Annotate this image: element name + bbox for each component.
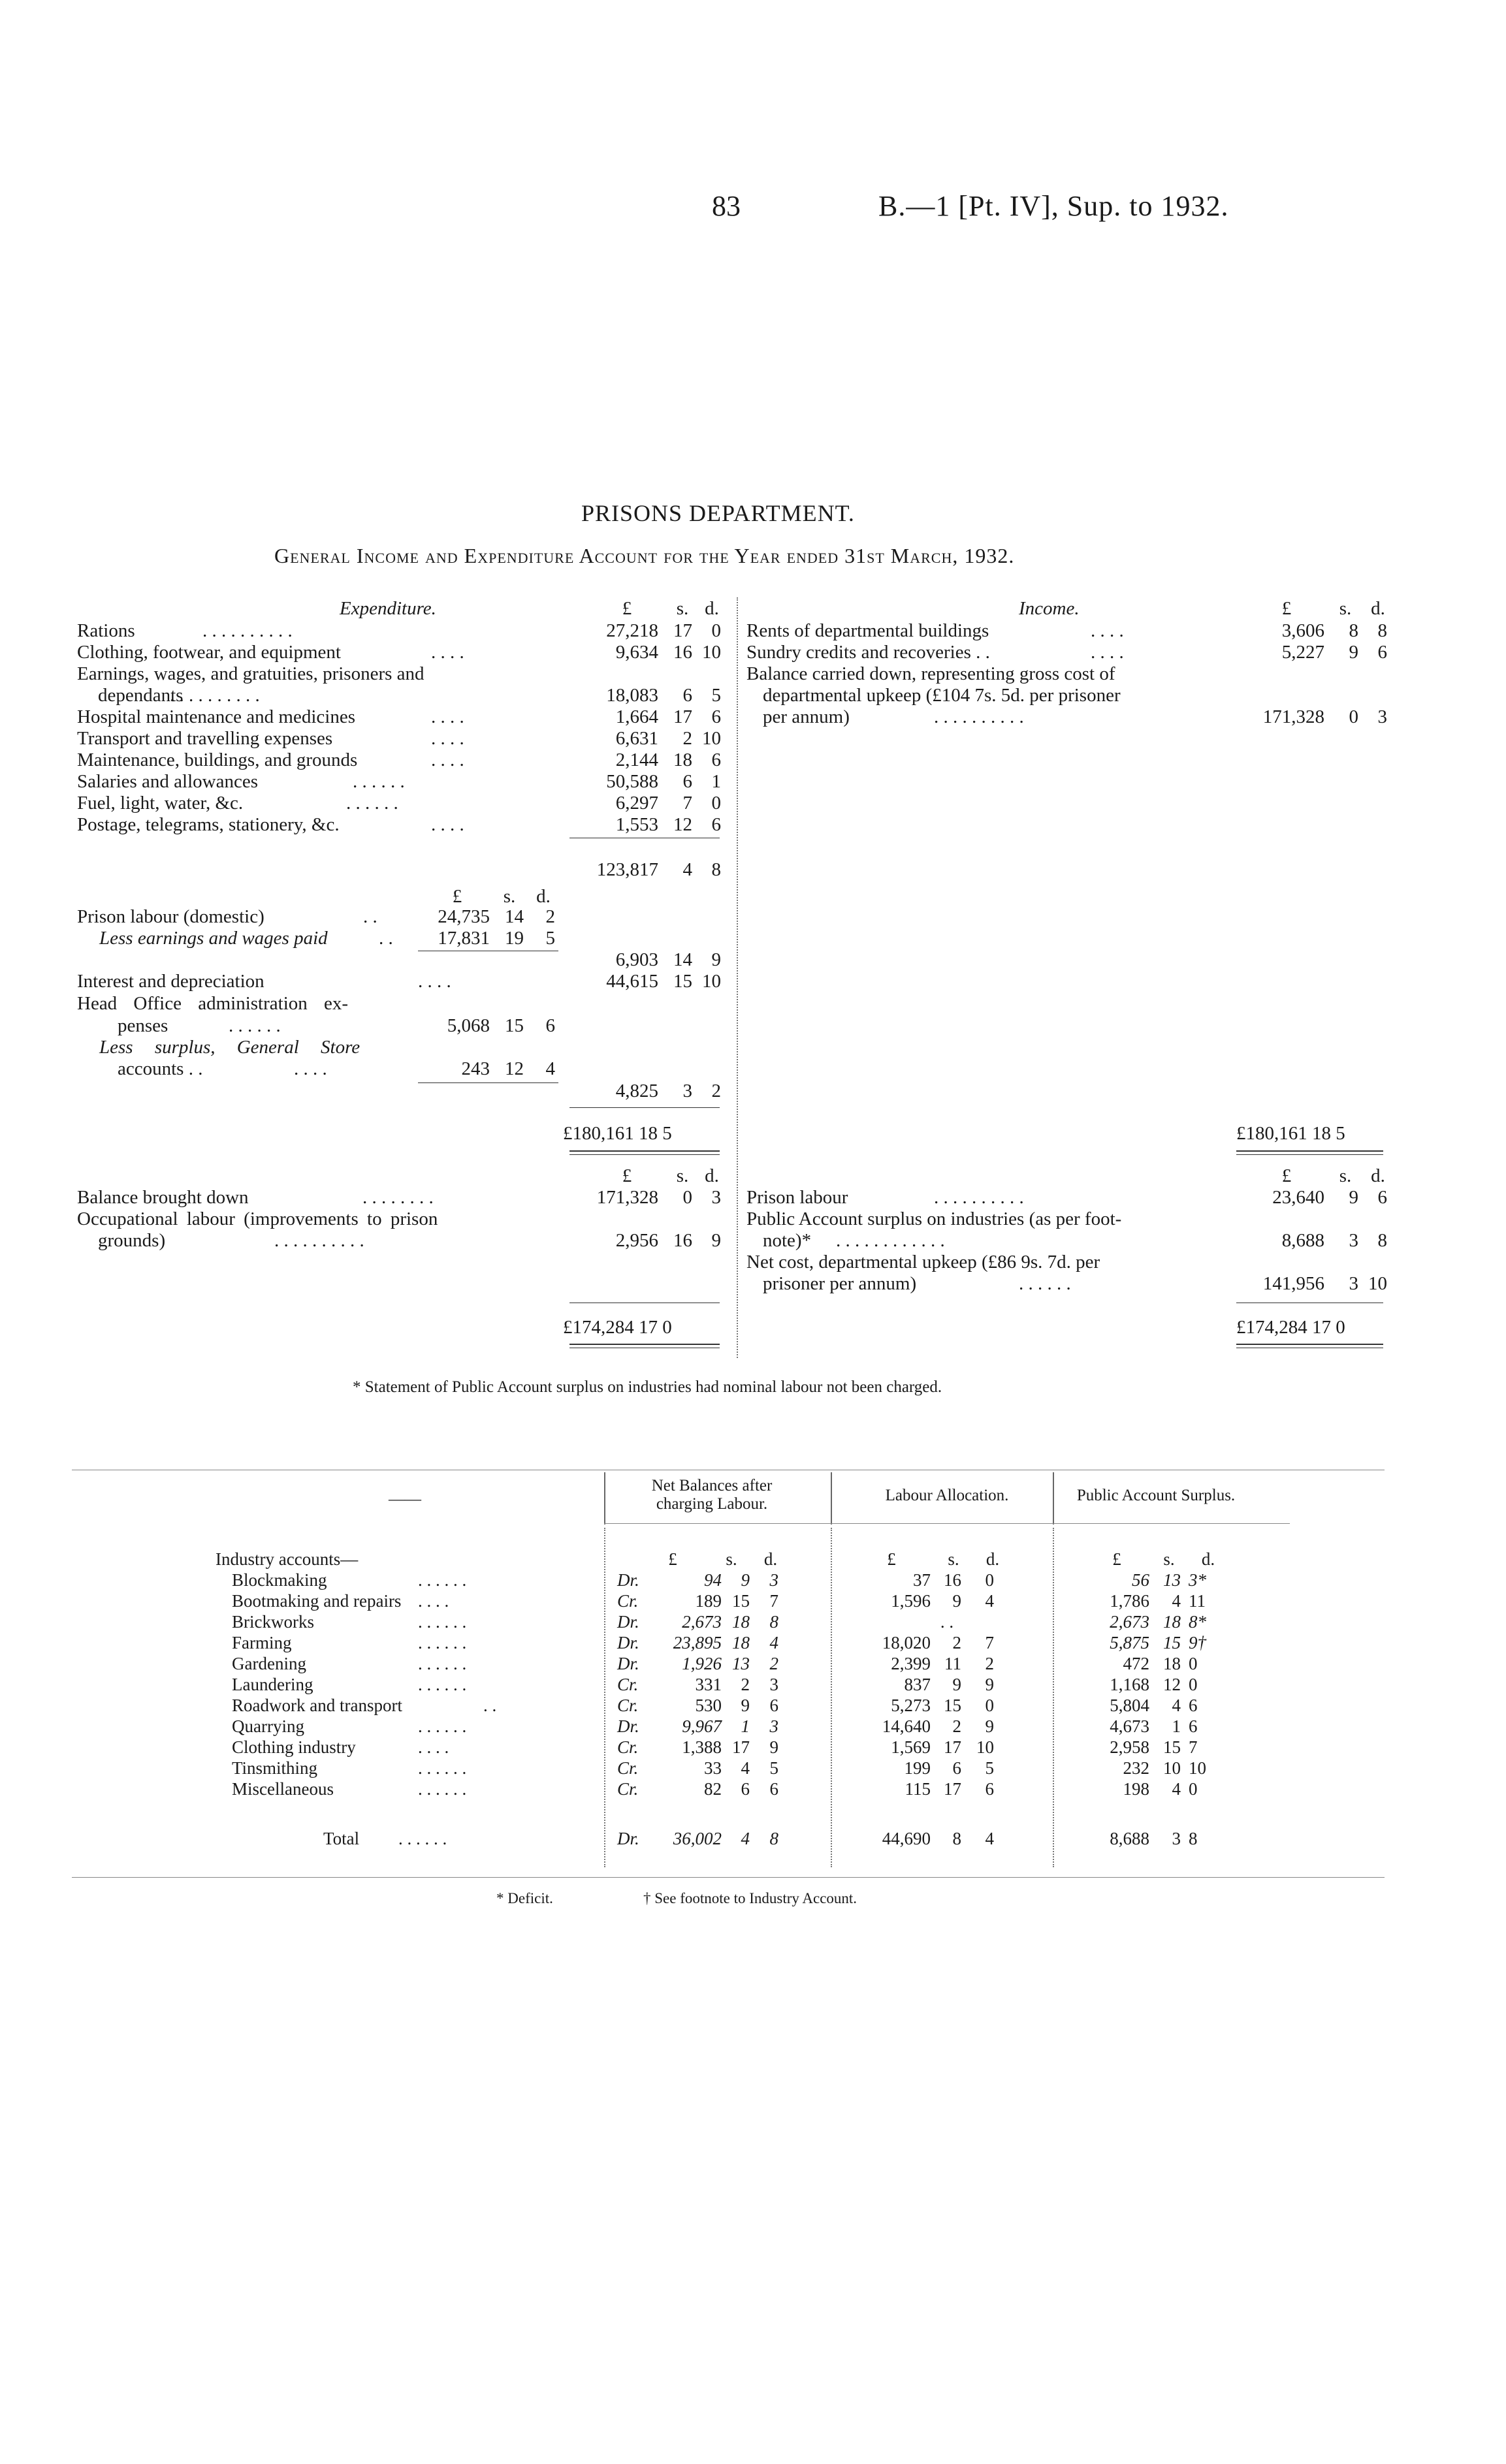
second-right-total-rule bbox=[1236, 1344, 1383, 1345]
surplus-pence: 3* bbox=[1189, 1570, 1206, 1590]
net-pounds: 331 bbox=[695, 1675, 722, 1694]
net-pence: 6 bbox=[769, 1696, 778, 1715]
industry-row bbox=[0, 1632, 1404, 1653]
amount-shillings: 9 bbox=[1349, 642, 1358, 663]
head-office-row-1: Head Office administration ex- bbox=[77, 993, 349, 1014]
amount-shillings: 18 bbox=[673, 750, 692, 770]
net-pence: 3 bbox=[769, 1716, 778, 1736]
net-pounds: 82 bbox=[704, 1779, 722, 1799]
leader-dots: . . . . . . bbox=[418, 1570, 467, 1590]
credit-debit-marker: Cr. bbox=[617, 1696, 639, 1715]
leader-dots: . . . . . . bbox=[418, 1716, 467, 1736]
expenditure-label: Transport and travelling expenses bbox=[77, 728, 333, 749]
amount-pounds: 2,144 bbox=[615, 750, 658, 770]
net-pounds: 36,002 bbox=[673, 1829, 722, 1848]
leader-dots: . . . . bbox=[418, 1737, 449, 1757]
labour-pence: 0 bbox=[985, 1570, 994, 1590]
document-reference: B.—1 [Pt. IV], Sup. to 1932. bbox=[878, 190, 1229, 222]
net-cost-row-1: Net cost, departmental upkeep (£86 9s. 7d. per bbox=[746, 1252, 1100, 1272]
amount-pounds: 9,634 bbox=[615, 642, 658, 663]
income-unit: s. bbox=[1339, 598, 1352, 619]
labour-pence: 9 bbox=[985, 1716, 994, 1736]
industry-label: Miscellaneous bbox=[232, 1779, 334, 1799]
labour-shillings: 8 bbox=[952, 1829, 961, 1848]
net-pence: 8 bbox=[769, 1829, 778, 1848]
net-shillings: 13 bbox=[732, 1654, 750, 1673]
amount-shillings: 17 bbox=[673, 706, 692, 727]
credit-debit-marker: Dr. bbox=[617, 1654, 639, 1673]
industry-row bbox=[0, 1653, 1404, 1674]
leader-dots: . . . . . . bbox=[418, 1779, 467, 1799]
surplus-pence: 8 bbox=[1189, 1829, 1198, 1848]
industry-row bbox=[0, 1716, 1404, 1737]
net-pounds: 1,926 bbox=[682, 1654, 722, 1673]
leader-dots: . . . . . . . . . . bbox=[170, 685, 260, 706]
income-row bbox=[0, 620, 1404, 642]
amount-shillings: 2 bbox=[682, 728, 692, 749]
table-vline-3 bbox=[1053, 1472, 1054, 1524]
industry-table-bottom-rule bbox=[72, 1877, 1385, 1878]
amount-shillings: 8 bbox=[1349, 620, 1358, 641]
net-pence: 2 bbox=[769, 1654, 778, 1673]
credit-debit-marker: Dr. bbox=[617, 1829, 639, 1848]
expenditure-label: Maintenance, buildings, and grounds bbox=[77, 750, 358, 770]
expenditure-label: Earnings, wages, and gratuities, prisoners and bbox=[77, 663, 425, 684]
amount-shillings: 7 bbox=[682, 793, 692, 813]
industry-label: Brickworks bbox=[232, 1612, 314, 1632]
prison-labour-domestic-row: Prison labour (domestic) . . 24,735 14 2 bbox=[77, 906, 555, 927]
expenditure-unit: d. bbox=[705, 598, 719, 619]
net-shillings: 4 bbox=[741, 1758, 750, 1778]
amount-pence: 6 bbox=[711, 814, 721, 835]
second-left-total-rule bbox=[569, 1344, 720, 1345]
amount-shillings: 16 bbox=[673, 642, 692, 663]
net-shillings: 18 bbox=[732, 1633, 750, 1652]
leader-dots: . . . . bbox=[418, 1591, 449, 1611]
labour-shillings: 6 bbox=[952, 1758, 961, 1778]
labour-pounds: 44,690 bbox=[882, 1829, 931, 1848]
industry-label: Farming bbox=[232, 1633, 292, 1652]
table-vline-1 bbox=[604, 1472, 605, 1524]
leader-dots: . . . . . . bbox=[418, 1758, 467, 1778]
balance-carried-row-2: departmental upkeep (£104 7s. 5d. per prisoner bbox=[763, 685, 1121, 706]
labour-allocation-header: Labour Allocation. bbox=[885, 1487, 1009, 1504]
net-cost-row-2: prisoner per annum) . . . . . . 141,956 3 10 bbox=[763, 1273, 1387, 1294]
expenditure-unit: s. bbox=[676, 598, 689, 619]
leader-dots: . . . . bbox=[1091, 642, 1124, 663]
amount-pence: 1 bbox=[711, 771, 721, 792]
surplus-pounds: 472 bbox=[1123, 1654, 1149, 1673]
surplus-pence: 11 bbox=[1189, 1591, 1206, 1611]
amount-pence: 6 bbox=[711, 706, 721, 727]
total-rule-top bbox=[569, 1107, 720, 1108]
total-rule-bottom-2 bbox=[569, 1154, 720, 1155]
net-shillings: 9 bbox=[741, 1696, 750, 1715]
industry-row bbox=[0, 1695, 1404, 1716]
net-pence: 4 bbox=[769, 1633, 778, 1652]
industry-total-row bbox=[0, 1828, 1404, 1849]
industry-row bbox=[0, 1674, 1404, 1695]
labour-pounds: 2,399 bbox=[891, 1654, 931, 1673]
net-pounds: 94 bbox=[704, 1570, 722, 1590]
net-pence: 3 bbox=[769, 1675, 778, 1694]
leader-dots: . . . . . . bbox=[346, 793, 398, 813]
labour-pounds: 199 bbox=[904, 1758, 931, 1778]
less-surplus-row-1: Less surplus, General Store bbox=[99, 1037, 360, 1058]
labour-shillings: 16 bbox=[944, 1570, 961, 1590]
income-heading: Income. bbox=[1019, 598, 1080, 619]
surplus-pounds: 4,673 bbox=[1110, 1716, 1149, 1736]
industry-label: Quarrying bbox=[232, 1716, 304, 1736]
expenditure-row bbox=[0, 814, 738, 836]
net-shillings: 4 bbox=[741, 1829, 750, 1848]
inner-column-units: £ s. d. bbox=[452, 886, 551, 907]
labour-pence: 6 bbox=[985, 1779, 994, 1799]
leader-dots: . . . . . . bbox=[418, 1612, 467, 1632]
expenditure-label: Fuel, light, water, &c. bbox=[77, 793, 244, 813]
labour-pence: 10 bbox=[976, 1737, 994, 1757]
expenditure-total: £180,161 18 5 bbox=[563, 1123, 672, 1144]
amount-pounds: 18,083 bbox=[606, 685, 658, 706]
footnote-statement: * Statement of Public Account surplus on industries had nominal labour not been charged. bbox=[353, 1378, 942, 1396]
labour-pounds: 18,020 bbox=[882, 1633, 931, 1652]
leader-dots: . . bbox=[483, 1696, 497, 1715]
account-subtitle: General Income and Expenditure Account for the Year ended 31st March, 1932. bbox=[274, 544, 1015, 567]
labour-pounds: 37 bbox=[913, 1570, 931, 1590]
industry-row bbox=[0, 1611, 1404, 1632]
leader-dots: . . . . bbox=[1091, 620, 1124, 641]
net-shillings: 2 bbox=[741, 1675, 750, 1694]
net-shillings: 18 bbox=[732, 1612, 750, 1632]
labour-shillings: 15 bbox=[944, 1696, 961, 1715]
labour-pounds: 5,273 bbox=[891, 1696, 931, 1715]
expenditure-unit: £ bbox=[622, 598, 632, 619]
labour-pounds: 1,569 bbox=[891, 1737, 931, 1757]
credit-debit-marker: Dr. bbox=[617, 1633, 639, 1652]
industry-label: Gardening bbox=[232, 1654, 306, 1673]
expenditure-row bbox=[0, 793, 738, 814]
labour-shillings: 2 bbox=[952, 1716, 961, 1736]
net-pounds: 189 bbox=[695, 1591, 722, 1611]
surplus-pence: 8* bbox=[1189, 1612, 1206, 1632]
public-account-row-2: note)* . . . . . . . . . . . . 8,688 3 8 bbox=[763, 1230, 1387, 1251]
net-shillings: 15 bbox=[732, 1591, 750, 1611]
occupational-row-2: grounds) . . . . . . . . . . 2,956 16 9 bbox=[98, 1230, 721, 1251]
surplus-pounds: 5,875 bbox=[1110, 1633, 1149, 1652]
leader-dots: . . . . bbox=[431, 750, 464, 770]
labour-net-row: 6,903 14 9 bbox=[615, 949, 721, 970]
surplus-shillings: 13 bbox=[1163, 1570, 1181, 1590]
surplus-pounds: 1,786 bbox=[1110, 1591, 1149, 1611]
expenditure-label: Salaries and allowances bbox=[77, 771, 259, 792]
surplus-shillings: 1 bbox=[1172, 1716, 1181, 1736]
labour-pounds: 1,596 bbox=[891, 1591, 931, 1611]
surplus-pounds: 8,688 bbox=[1110, 1829, 1149, 1848]
balance-brought-down-row: Balance brought down . . . . . . . . 171,328 0 3 bbox=[77, 1187, 721, 1208]
labour-pence: 2 bbox=[985, 1654, 994, 1673]
expenditure-subtotal: 123,817 4 8 bbox=[596, 859, 721, 880]
amount-shillings: 6 bbox=[682, 685, 692, 706]
expenditure-row bbox=[0, 771, 738, 793]
industry-label: Clothing industry bbox=[232, 1737, 356, 1757]
amount-pounds: 6,297 bbox=[615, 793, 658, 813]
industry-label: Roadwork and transport bbox=[232, 1696, 402, 1715]
net-shillings: 17 bbox=[732, 1737, 750, 1757]
labour-shillings: . . bbox=[940, 1612, 954, 1632]
surplus-pence: 6 bbox=[1189, 1696, 1198, 1715]
amount-pounds: 5,227 bbox=[1281, 642, 1324, 663]
surplus-pounds: 2,958 bbox=[1110, 1737, 1149, 1757]
net-balances-header: Net Balances after charging Labour. bbox=[651, 1477, 773, 1513]
surplus-shillings: 18 bbox=[1163, 1612, 1181, 1632]
net-pence: 5 bbox=[769, 1758, 778, 1778]
income-row bbox=[0, 642, 1404, 663]
expenditure-label: Rations bbox=[77, 620, 135, 641]
second-right-units: £ s. d. bbox=[1281, 1165, 1385, 1186]
leader-dots: . . . . . . bbox=[398, 1829, 447, 1848]
expenditure-row bbox=[0, 750, 738, 771]
industry-row bbox=[0, 1737, 1404, 1758]
labour-pounds: 837 bbox=[904, 1675, 931, 1694]
leader-dots: . . . . . . bbox=[353, 771, 405, 792]
footnote-see: † See footnote to Industry Account. bbox=[643, 1890, 857, 1906]
surplus-pence: 0 bbox=[1189, 1675, 1198, 1694]
net-pounds: 9,967 bbox=[682, 1716, 722, 1736]
amount-pence: 8 bbox=[1377, 620, 1387, 641]
balance-carried-row-3: per annum) . . . . . . . . . . 171,328 0 3 bbox=[763, 706, 1387, 727]
net-pence: 7 bbox=[769, 1591, 778, 1611]
labour-pence: 0 bbox=[985, 1696, 994, 1715]
labour-pence: 9 bbox=[985, 1675, 994, 1694]
industry-label: Total bbox=[323, 1829, 360, 1848]
industry-header-blank: —— bbox=[389, 1491, 421, 1508]
labour-pounds: 115 bbox=[905, 1779, 931, 1799]
expenditure-label: Postage, telegrams, stationery, &c. bbox=[77, 814, 340, 835]
head-office-net-row: 4,825 3 2 bbox=[615, 1081, 721, 1101]
surplus-pounds: 56 bbox=[1132, 1570, 1149, 1590]
second-left-total: £174,284 17 0 bbox=[563, 1317, 672, 1338]
net-pounds: 23,895 bbox=[673, 1633, 722, 1652]
expenditure-label: Clothing, footwear, and equipment bbox=[77, 642, 341, 663]
industry-group-row: Industry accounts— £ s. d. £ s. d. £ s. d. bbox=[216, 1549, 1215, 1569]
net-pence: 3 bbox=[769, 1570, 778, 1590]
net-pounds: 1,388 bbox=[682, 1737, 722, 1757]
surplus-pounds: 1,168 bbox=[1110, 1675, 1149, 1694]
industry-label: Tinsmithing bbox=[232, 1758, 318, 1778]
labour-shillings: 9 bbox=[952, 1675, 961, 1694]
surplus-shillings: 4 bbox=[1172, 1779, 1181, 1799]
surplus-shillings: 15 bbox=[1163, 1737, 1181, 1757]
footnote-deficit: * Deficit. bbox=[496, 1890, 553, 1906]
surplus-pence: 7 bbox=[1189, 1737, 1198, 1757]
leader-dots: . . . . . . bbox=[418, 1675, 467, 1694]
net-pence: 6 bbox=[769, 1779, 778, 1799]
surplus-pence: 0 bbox=[1189, 1654, 1198, 1673]
less-surplus-row-2: accounts . . . . . . 243 12 4 bbox=[118, 1058, 555, 1079]
credit-debit-marker: Cr. bbox=[617, 1758, 639, 1778]
labour-shillings: 17 bbox=[944, 1737, 961, 1757]
amount-pounds: 3,606 bbox=[1281, 620, 1324, 641]
net-pounds: 2,673 bbox=[682, 1612, 722, 1632]
labour-shillings: 17 bbox=[944, 1779, 961, 1799]
credit-debit-marker: Dr. bbox=[617, 1612, 639, 1632]
leader-dots: . . . . bbox=[431, 642, 464, 663]
labour-shillings: 2 bbox=[952, 1633, 961, 1652]
net-pence: 9 bbox=[769, 1737, 778, 1757]
credit-debit-marker: Cr. bbox=[617, 1737, 639, 1757]
head-office-row-2: penses . . . . . . 5,068 15 6 bbox=[118, 1015, 555, 1036]
industry-row bbox=[0, 1778, 1404, 1799]
second-left-units: £ s. d. bbox=[622, 1165, 719, 1186]
industry-row bbox=[0, 1758, 1404, 1778]
surplus-shillings: 3 bbox=[1172, 1829, 1181, 1848]
page-title: PRISONS DEPARTMENT. bbox=[581, 500, 855, 526]
amount-pence: 0 bbox=[711, 620, 721, 641]
credit-debit-marker: Cr. bbox=[617, 1779, 639, 1799]
amount-shillings: 17 bbox=[673, 620, 692, 641]
credit-debit-marker: Cr. bbox=[617, 1591, 639, 1611]
less-earnings-row: Less earnings and wages paid . . 17,831 19 5 bbox=[99, 928, 555, 949]
net-shillings: 6 bbox=[741, 1779, 750, 1799]
industry-row bbox=[0, 1590, 1404, 1611]
leader-dots: . . . . . . bbox=[418, 1633, 467, 1652]
expenditure-heading: Expenditure. bbox=[340, 598, 436, 619]
amount-pounds: 1,553 bbox=[615, 814, 658, 835]
surplus-pounds: 5,804 bbox=[1110, 1696, 1149, 1715]
income-total: £180,161 18 5 bbox=[1236, 1123, 1345, 1144]
net-pounds: 530 bbox=[695, 1696, 722, 1715]
public-account-row-1: Public Account surplus on industries (as per foot- bbox=[746, 1208, 1122, 1229]
industry-header-rule bbox=[604, 1523, 1290, 1524]
surplus-pence: 10 bbox=[1189, 1758, 1206, 1778]
second-right-total: £174,284 17 0 bbox=[1236, 1317, 1345, 1338]
surplus-shillings: 18 bbox=[1163, 1654, 1181, 1673]
amount-pounds: 1,664 bbox=[615, 706, 658, 727]
labour-pence: 4 bbox=[985, 1829, 994, 1848]
labour-pence: 4 bbox=[985, 1591, 994, 1611]
labour-shillings: 9 bbox=[952, 1591, 961, 1611]
leader-dots: . . . . . . . . . . bbox=[202, 620, 293, 641]
net-shillings: 9 bbox=[741, 1570, 750, 1590]
surplus-pounds: 198 bbox=[1123, 1779, 1149, 1799]
credit-debit-marker: Dr. bbox=[617, 1570, 639, 1590]
amount-pence: 5 bbox=[711, 685, 721, 706]
net-shillings: 1 bbox=[741, 1716, 750, 1736]
amount-pounds: 27,218 bbox=[606, 620, 658, 641]
prison-labour-income-row: Prison labour . . . . . . . . . . 23,640 9 6 bbox=[746, 1187, 1387, 1208]
labour-shillings: 11 bbox=[944, 1654, 961, 1673]
income-column-units bbox=[0, 598, 1404, 620]
public-account-surplus-header: Public Account Surplus. bbox=[1076, 1487, 1236, 1504]
amount-pounds: 50,588 bbox=[606, 771, 658, 792]
industry-row bbox=[0, 1570, 1404, 1590]
surplus-pounds: 2,673 bbox=[1110, 1612, 1149, 1632]
credit-debit-marker: Dr. bbox=[617, 1716, 639, 1736]
surplus-shillings: 4 bbox=[1172, 1696, 1181, 1715]
surplus-pence: 6 bbox=[1189, 1716, 1198, 1736]
expenditure-row bbox=[0, 728, 738, 750]
amount-shillings: 12 bbox=[673, 814, 692, 835]
table-vline-2 bbox=[831, 1472, 832, 1524]
net-pounds: 33 bbox=[704, 1758, 722, 1778]
amount-pence: 6 bbox=[1377, 642, 1387, 663]
amount-pence: 0 bbox=[711, 793, 721, 813]
income-label: Sundry credits and recoveries . . bbox=[746, 642, 990, 663]
total-rule-bottom bbox=[569, 1150, 720, 1152]
surplus-shillings: 4 bbox=[1172, 1591, 1181, 1611]
expenditure-label: Hospital maintenance and medicines bbox=[77, 706, 355, 727]
labour-pounds: 14,640 bbox=[882, 1716, 931, 1736]
labour-pence: 7 bbox=[985, 1633, 994, 1652]
surplus-shillings: 12 bbox=[1163, 1675, 1181, 1694]
amount-pence: 6 bbox=[711, 750, 721, 770]
surplus-shillings: 10 bbox=[1163, 1758, 1181, 1778]
amount-pence: 10 bbox=[702, 642, 721, 663]
leader-dots: . . . . bbox=[431, 728, 464, 749]
income-unit: d. bbox=[1371, 598, 1385, 619]
expenditure-label: dependants bbox=[98, 685, 184, 706]
surplus-pounds: 232 bbox=[1123, 1758, 1149, 1778]
income-unit: £ bbox=[1281, 598, 1292, 619]
income-total-rule bbox=[1236, 1150, 1383, 1152]
occupational-row-1: Occupational labour (improvements to prison bbox=[77, 1208, 438, 1229]
balance-carried-row-1: Balance carried down, representing gross cost of bbox=[746, 663, 1115, 684]
surplus-pence: 0 bbox=[1189, 1779, 1198, 1799]
page-number: 83 bbox=[712, 190, 741, 222]
labour-pence: 5 bbox=[985, 1758, 994, 1778]
leader-dots: . . . . bbox=[431, 814, 464, 835]
industry-label: Bootmaking and repairs bbox=[232, 1591, 402, 1611]
industry-label: Blockmaking bbox=[232, 1570, 327, 1590]
interest-row: Interest and depreciation . . . . 44,615 15 10 bbox=[77, 971, 721, 992]
surplus-pence: 9† bbox=[1189, 1633, 1206, 1652]
leader-dots: . . . . bbox=[431, 706, 464, 727]
surplus-shillings: 15 bbox=[1163, 1633, 1181, 1652]
amount-shillings: 6 bbox=[682, 771, 692, 792]
leader-dots: . . . . . . bbox=[418, 1654, 467, 1673]
industry-label: Laundering bbox=[232, 1675, 313, 1694]
net-pence: 8 bbox=[769, 1612, 778, 1632]
income-total-rule-2 bbox=[1236, 1154, 1383, 1155]
credit-debit-marker: Cr. bbox=[617, 1675, 639, 1694]
amount-pounds: 6,631 bbox=[615, 728, 658, 749]
income-label: Rents of departmental buildings bbox=[746, 620, 989, 641]
amount-pence: 10 bbox=[702, 728, 721, 749]
